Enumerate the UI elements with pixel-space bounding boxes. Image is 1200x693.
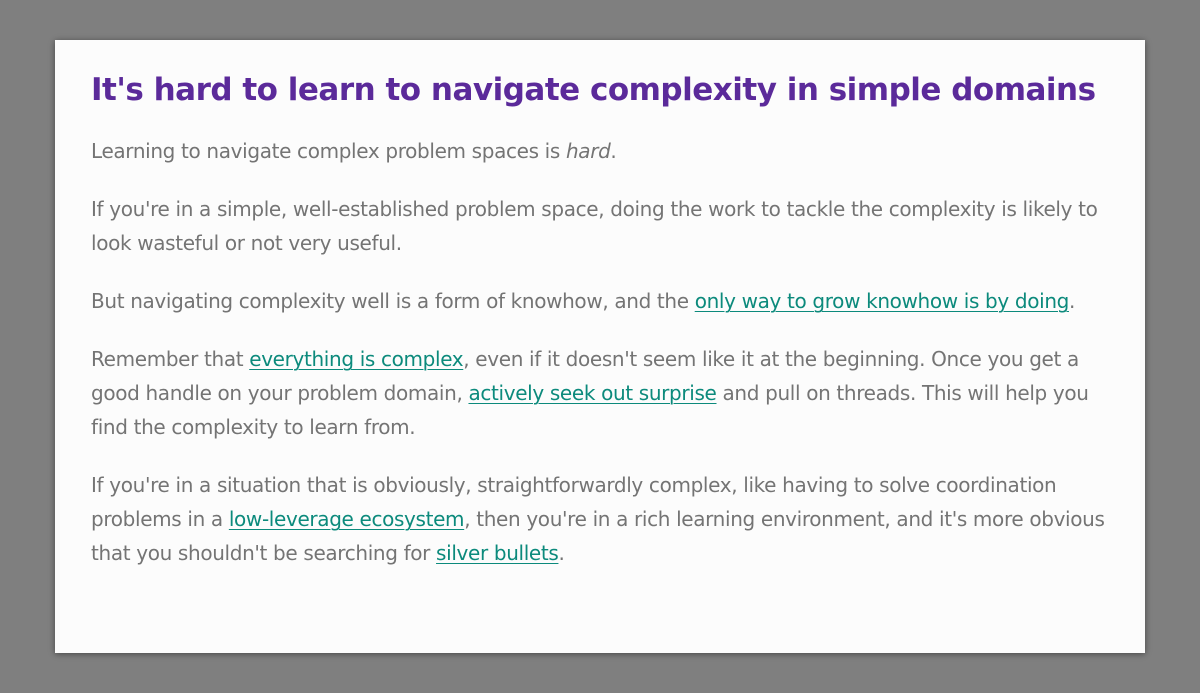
paragraph-2 [91, 192, 1109, 260]
link-seek-out-surprise[interactable]: actively seek out surprise [468, 381, 717, 405]
link-low-leverage-ecosystem[interactable]: low-leverage ecosystem [228, 507, 465, 531]
paragraph-4 [91, 342, 1109, 444]
paragraph-text: , then you're in a rich learning environment, and it's more obvious that you shouldn't be searching for [91, 507, 1105, 565]
paragraph-text: But navigating complexity well is a form of knowhow, and the [91, 289, 695, 313]
paragraph-text: . [1069, 289, 1076, 313]
paragraph-1 [91, 134, 1109, 168]
paragraph-text: If you're in a simple, well-established problem space, doing the work to tackle the complexity is likely to look wasteful or not very useful. [91, 197, 1098, 255]
article-card [55, 40, 1145, 653]
paragraph-5 [91, 468, 1109, 570]
paragraph-text: , even if it doesn't seem like it at the beginning. Once you get a good handle on your problem domain, [91, 347, 1079, 405]
link-grow-knowhow[interactable]: only way to grow knowhow is by doing [694, 289, 1069, 313]
paragraph-text: . [610, 139, 617, 163]
paragraph-text: If you're in a situation that is obviously, straightforwardly complex, like having to solve coordination problems in a [91, 473, 1057, 531]
paragraph-text: . [558, 541, 565, 565]
emphasis-text: hard [565, 139, 611, 163]
link-silver-bullets[interactable]: silver bullets [436, 541, 559, 565]
paragraph-text: Remember that [91, 347, 250, 371]
article-title: It's hard to learn to navigate complexity in simple domains [91, 72, 1096, 108]
paragraph-3 [91, 284, 1109, 318]
paragraph-text: Learning to navigate complex problem spaces is [91, 139, 566, 163]
paragraph-text: and pull on threads. This will help you find the complexity to learn from. [91, 381, 1089, 439]
link-everything-is-complex[interactable]: everything is complex [249, 347, 464, 371]
